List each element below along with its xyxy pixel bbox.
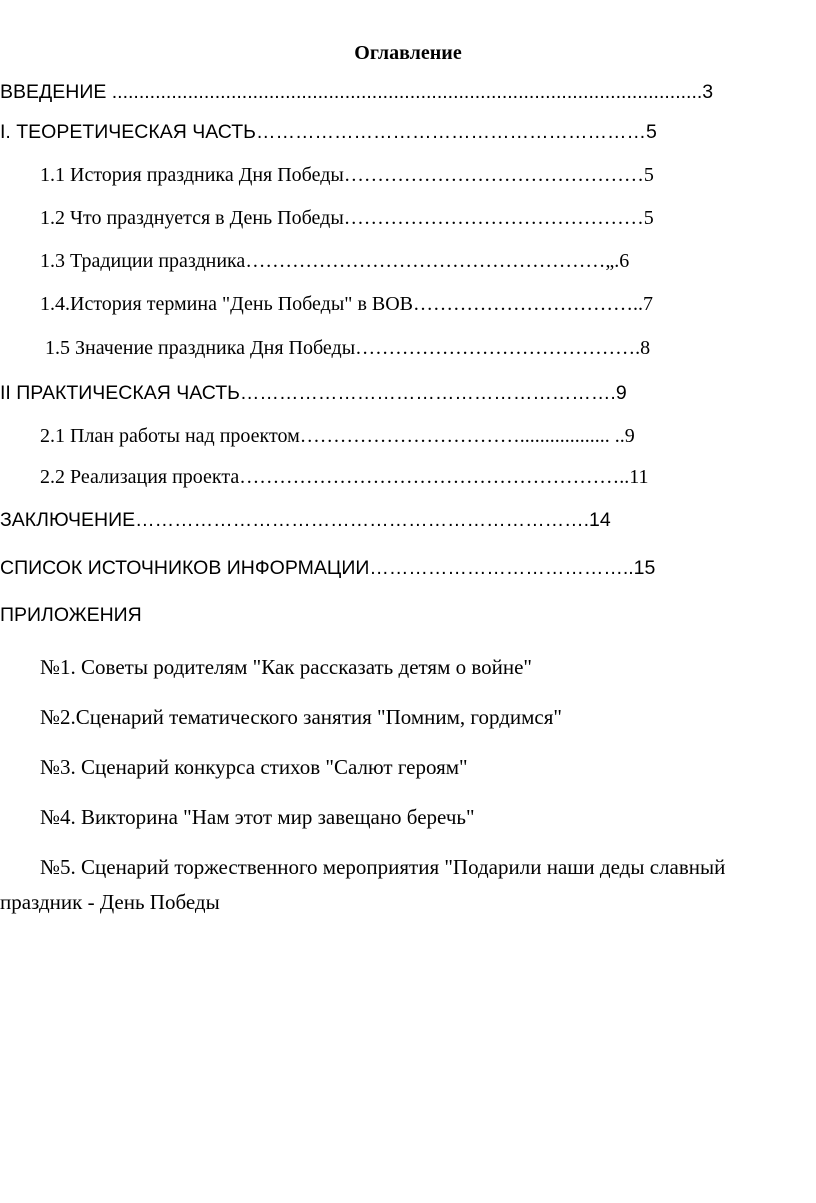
appendix-2: №2.Сценарий тематического занятия "Помним, гордимся"	[40, 705, 562, 729]
toc-item-1-3: 1.3 Традиции праздника………………………………………………„.6	[40, 250, 630, 272]
appendix-3: №3. Сценарий конкурса стихов "Салют героям"	[40, 755, 468, 779]
toc-item-1-2: 1.2 Что празднуется в День Победы………………………………………5	[40, 207, 654, 229]
page-title: Оглавление	[354, 42, 462, 64]
toc-item-1-4: 1.4.История термина "День Победы" в ВОВ……………………………..7	[40, 293, 654, 315]
toc-item-1-1: 1.1 История праздника Дня Победы………………………………………5	[40, 164, 654, 186]
appendix-4: №4. Викторина "Нам этот мир завещано беречь"	[40, 805, 475, 829]
toc-part-2: II ПРАКТИЧЕСКАЯ ЧАСТЬ………………………………………………….9	[0, 382, 627, 404]
appendix-5: №5. Сценарий торжественного мероприятия "Подарили наши деды славный праздник - День Победы	[0, 855, 726, 914]
toc-part-1: I. ТЕОРЕТИЧЕСКАЯ ЧАСТЬ……………………………………………………5	[0, 121, 657, 143]
toc-appendices: ПРИЛОЖЕНИЯ	[0, 604, 142, 626]
toc-item-2-2: 2.2 Реализация проекта…………………………………………………..11	[40, 466, 649, 488]
toc-item-1-5: 1.5 Значение праздника Дня Победы…………………………………….8	[45, 337, 651, 359]
toc-item-2-1: 2.1 План работы над проектом…………………………….................. ..9	[40, 425, 635, 447]
toc-introduction: ВВЕДЕНИЕ .............................................................................................................3	[0, 81, 714, 103]
toc-conclusion: ЗАКЛЮЧЕНИЕ…………………………………………………………….14	[0, 509, 611, 531]
appendix-1: №1. Советы родителям "Как рассказать детям о войне"	[40, 655, 533, 679]
toc-sources: СПИСОК ИСТОЧНИКОВ ИНФОРМАЦИИ…………………………………..15	[0, 557, 656, 579]
